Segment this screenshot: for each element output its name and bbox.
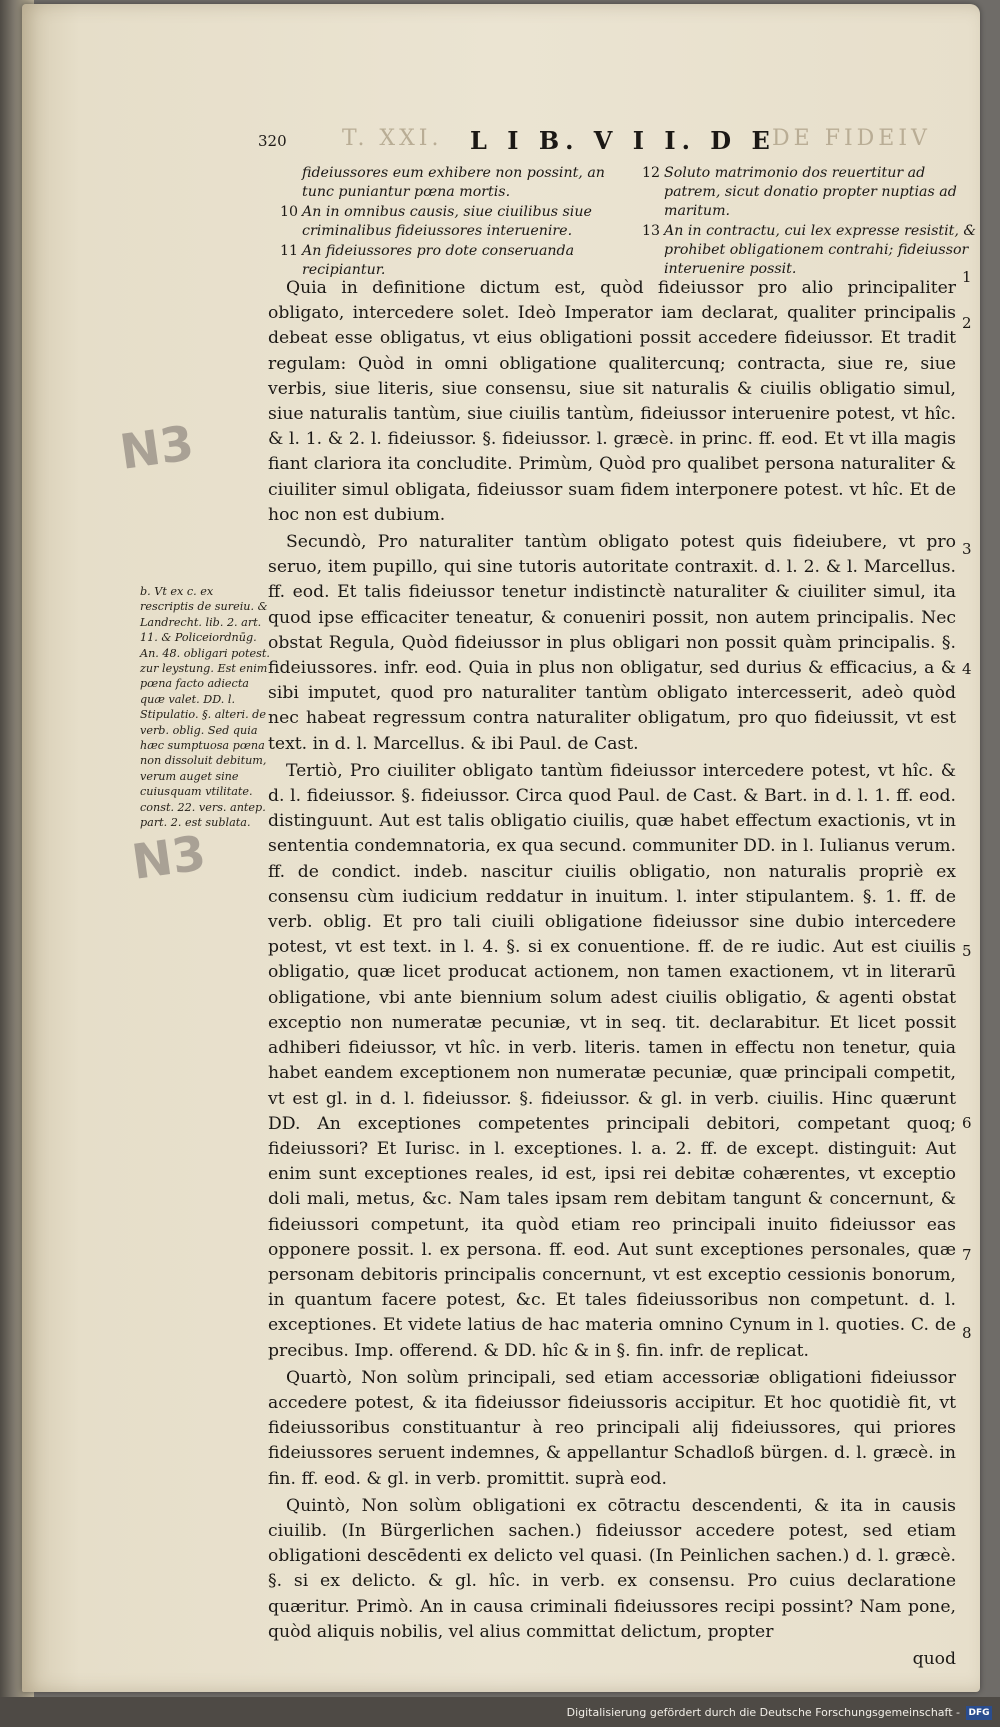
paragraph-intro: Quia in definitione dictum est, quòd fideiussor pro alio principaliter obligato, intercedere solet. Ideò Imperator iam declarat, qualiter principalis debeat esse obligatus, vt eius obligationi possit accedere fideiussor. Et tradit regulam: Quòd in omni obligatione qualitercunq; contracta, siue re, siue verbis, siue literis, siue consensu, siue sit naturalis & ciuilis obligatio simul, siue naturalis tantùm, siue ciuilis tantùm, fideiussor interuenire potest, vt hîc. & l. 1. & 2. l. fideiussor. §. fideiussor. l. græcè. in princ. ff. eod. Et vt illa magis fiant clariora ita concludite. Primùm, Quòd pro qualibet persona naturaliter & ciuiliter simul obligata, fideiussor suam fidem interponere potest. vt hîc. Et de hoc non est dubium. [268,278,956,525]
footer-bar [0,1697,1000,1727]
main-text [268,276,956,1674]
summary-column-right [642,164,982,280]
margin-number: 2 [962,314,972,332]
bleed-through-left: T. XXI. [342,126,443,151]
margin-number: 5 [962,942,972,960]
margin-number: 6 [962,1114,972,1132]
bleed-through-right: DE FIDEIV [772,126,931,151]
margin-number: 4 [962,660,972,678]
paragraph-tertio: Tertiò, Pro ciuiliter obligato tantùm fideiussor intercedere potest, vt hîc. & d. l. fideiussor. §. fideiussor. Circa quod Paul. de Cast. & Bart. in d. l. 1. ff. eod. distinguunt. Aut est talis obligatio ciuilis, quæ habet effectum exactionis, vt in sententia condemnatoria, ex qua secund. communiter DD. in l. Iulianus verum. ff. de condict. indeb. nascitur ciuilis obligatio, non naturalis propriè ex consensu cùm iudicium reddatur in inuitum. l. inter stipulantem. §. 1. ff. de verb. oblig. Et pro tali ciuili obligatione fideiussor sine dubio intercedere potest, vt est text. in l. 4. §. si ex conuentione. ff. de re iudic. Aut est ciuilis obligatio, quæ licet producat actionem, non tamen exactionem, vt in literarū obligatione, vbi ante biennium solum adest ciuilis obligatio, & agenti obstat exceptio non numeratæ pecuniæ, vt in seq. tit. declarabitur. Et licet possit adhiberi fideiussor, vt hîc. in verb. literis. tamen in effectu non tenetur, quia habet eandem exceptionem non numeratæ pecuniæ, quæ principali competit, vt est gl. in d. l. fideiussor. §. fideiussor. & gl. in verb. ciuilis. Hinc quærunt DD. An exceptiones competentes principali debitori, competant quoq; fideiussori? Et Iurisc. in l. exceptiones. l. a. 2. ff. de except. distinguit: Aut enim sunt exceptiones reales, id est, ipsi rei debitæ cohærentes, vt exceptio doli mali, metus, &c. Nam tales ipsam rem debitam tangunt & concernunt, & fideiussori competunt, ita quòd etiam reo principali inuito fideiussor eas opponere possit. l. ex persona. ff. eod. Aut sunt exceptiones personales, quæ personam debitoris principalis concernunt, vt est exceptio cessionis bonorum, in quantum facere potest, &c. Et tales fideiussoribus non competunt. d. l. exceptiones. Et videte latius de hac materia omnino Cynum in l. quoties. C. de precibus. Imp. offerend. & DD. hîc & in §. fin. infr. de replicat. [268,760,956,1361]
summary-item-number: 11 [280,243,299,259]
summary-column-left [280,164,620,281]
paragraph-quarto: Quartò, Non solùm principali, sed etiam accessoriæ obligationi fideiussor accedere potest, & ita fideiussor fideiussoris accipitur. Et hoc quotidiè fit, vt fideiussoribus constituantur à reo principali alij fideiussores, qui priores fideiussores seruent indemnes, & appellantur Schadloß bürgen. d. l. græcè. in fin. ff. eod. & gl. in verb. promittit. suprà eod. [268,1367,956,1489]
summary-item [280,203,620,241]
paragraph-secundo: Secundò, Pro naturaliter tantùm obligato potest quis fideiubere, vt pro seruo, item pupillo, qui sine tutoris autoritate contraxit. d. l. 2. & l. Marcellus. ff. eod. Et talis fideiussor tenetur indistinctè naturaliter & ciuiliter simul, ita quod ipse efficaciter teneatur, & conueniri possit, non autem principalis. Nec obstat Regula, Quòd fideiussor in plus obligari non possit quàm principalis. §. fideiussores. infr. eod. Quia in plus non obligatur, sed durius & efficacius, a & sibi imputet, quod pro naturaliter tantùm obligato intercesserit, adeò quòd nec habeat regressum contra naturaliter obligatum, pro quo fideiussit, vt est text. in d. l. Marcellus. & ibi Paul. de Cast. [268,532,956,754]
summary-item-number: 12 [642,165,661,181]
summary-item [642,164,982,221]
summary-item-text: An in contractu, cui lex expresse resistit, & prohibet obligationem contrahi; fideiussor interuenire possit. [664,223,977,277]
summary-item-text: Soluto matrimonio dos reuertitur ad patrem, sicut donatio propter nuptias ad maritum. [664,165,957,219]
summary-item-number: 10 [280,204,299,220]
summary-item-text: An in omnibus causis, siue ciuilibus siue criminalibus fideiussores interuenire. [302,204,592,239]
footer-credit: Digitalisierung gefördert durch die Deutsche Forschungsgemeinschaft - [566,1706,960,1719]
paragraph-quinto: Quintò, Non solùm obligationi ex cōtractu descendenti, & ita in causis ciuilib. (In Bürgerlichen sachen.) fideiussor accedere potest, sed etiam obligationi descēdenti ex delicto vel quasi. (In Peinlichen sachen.) d. l. græcè. §. si ex delicto. & gl. hîc. in verb. ex consensu. Pro cuius declaratione quæritur. Primò. An in causa criminali fideiussores recipi possint? Nam pone, quòd aliquis nobilis, vel alius committat delictum, propter [268,1495,956,1642]
summary-item [280,164,620,202]
margin-number: 3 [962,540,972,558]
book-page [22,4,980,1692]
pencil-mark: N3 [128,825,210,891]
summary-item-text: An fideiussores pro dote conseruanda recipiantur. [302,243,575,278]
dfg-logo-badge: DFG [966,1706,992,1720]
running-head [232,126,982,156]
margin-number: 1 [962,268,972,286]
running-title: L I B. V I I. D E [470,126,776,155]
page-number: 320 [258,132,287,150]
catchword: quod [912,1648,956,1669]
summary-item-text: fideiussores eum exhibere non possint, an tunc puniantur pœna mortis. [302,165,605,200]
margin-number: 8 [962,1324,972,1342]
marginal-note: b. Vt ex c. ex rescriptis de sureiu. & Landrecht. lib. 2. art. 11. & Policeiordnūg. An. 48. obligari potest. zur leystung. Est enim pœna facto adiecta quæ valet. DD. l. Stipulatio. §. alteri. de verb. oblig. Sed quia hæc sumptuosa pœna non dissoluit debitum, verum auget sine cuiusquam vtilitate. const. 22. vers. antep. part. 2. est sublata. [140,585,270,830]
summary-item [280,242,620,280]
summary-item [642,222,982,279]
summary-item-number: 13 [642,223,661,239]
pencil-mark: N3 [116,415,198,481]
margin-number: 7 [962,1246,972,1264]
